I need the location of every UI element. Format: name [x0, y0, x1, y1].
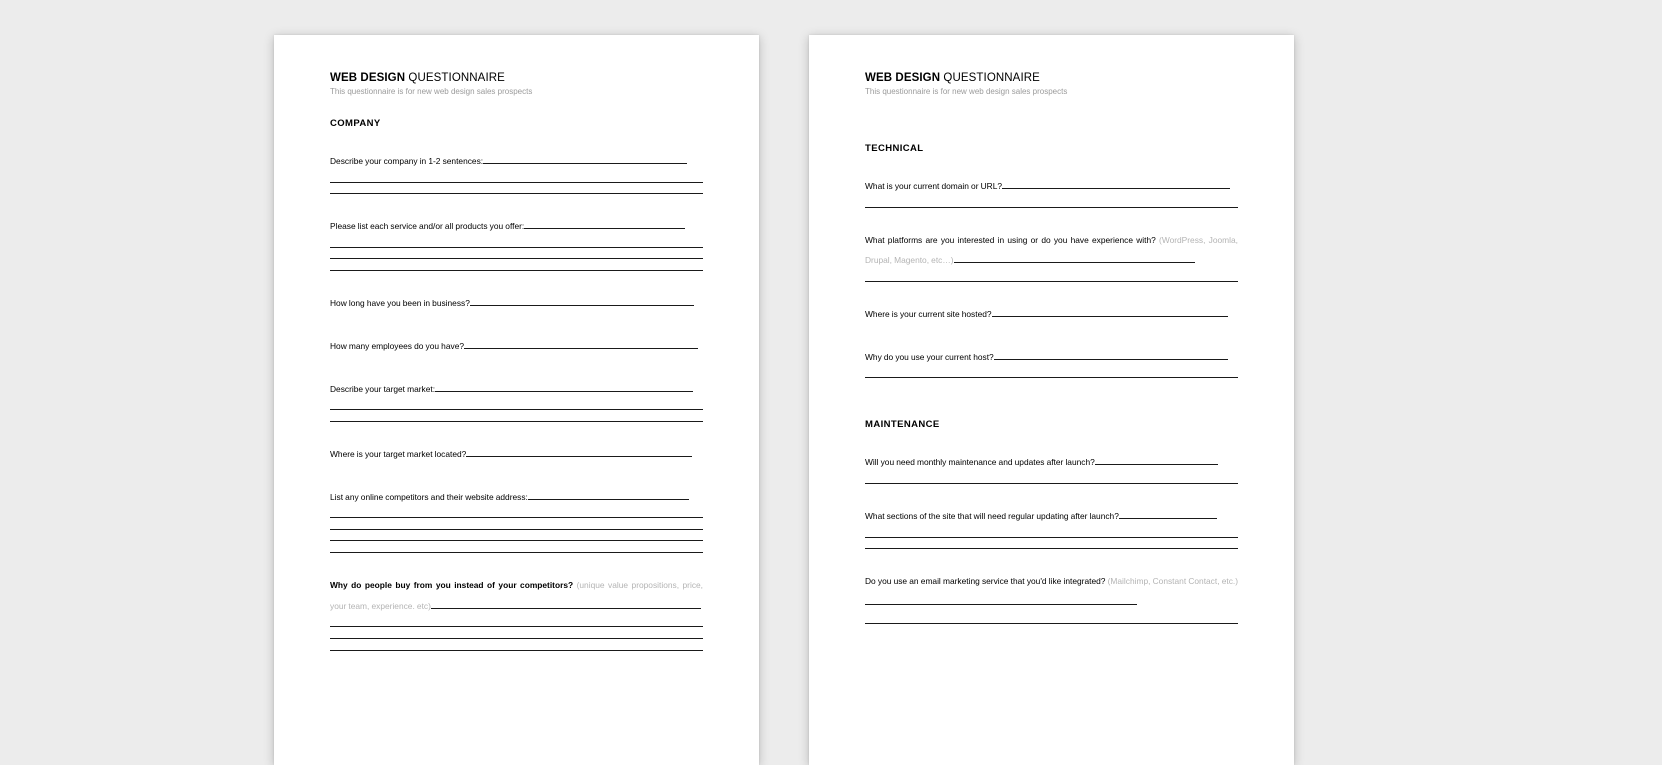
section-heading-technical: TECHNICAL — [865, 143, 924, 154]
question-block — [865, 176, 1238, 208]
page-content — [809, 35, 1294, 624]
document-header — [330, 71, 703, 97]
answer-lines — [865, 537, 1238, 550]
question-text — [330, 216, 703, 237]
question-block — [865, 304, 1238, 325]
answer-lines — [865, 207, 1238, 208]
answer-fill-line[interactable] — [992, 316, 1228, 317]
question-block — [865, 506, 1238, 549]
page-content — [274, 35, 759, 651]
question-block — [330, 444, 703, 465]
answer-fill-line[interactable] — [1002, 188, 1230, 189]
document-subtitle: This questionnaire is for new web design sales prospects — [330, 87, 533, 96]
answer-fill-line[interactable] — [464, 348, 698, 349]
question-block — [330, 487, 703, 553]
question-text — [865, 571, 1238, 613]
answer-line[interactable] — [865, 207, 1238, 208]
question-block — [865, 230, 1238, 282]
answer-line[interactable] — [330, 529, 703, 530]
answer-line[interactable] — [865, 548, 1238, 549]
answer-line[interactable] — [330, 540, 703, 541]
answer-line[interactable] — [865, 377, 1238, 378]
answer-line[interactable] — [330, 270, 703, 271]
answer-lines — [330, 409, 703, 422]
question-text — [865, 230, 1238, 272]
section-heading-maintenance: MAINTENANCE — [865, 419, 940, 431]
question-label: Describe your target market: — [330, 383, 436, 394]
answer-line[interactable] — [330, 409, 703, 410]
question-block — [865, 571, 1238, 623]
answer-fill-line[interactable] — [994, 359, 1228, 360]
section-heading-company: COMPANY — [330, 118, 381, 129]
document-title-regular: QUESTIONNAIRE — [405, 72, 505, 84]
question-text — [330, 487, 703, 508]
question-text — [330, 575, 703, 617]
answer-line[interactable] — [330, 258, 703, 259]
question-block — [330, 336, 703, 357]
answer-line[interactable] — [330, 247, 703, 248]
question-label: Why do you use your current host? — [865, 351, 994, 362]
question-text — [865, 452, 1238, 473]
question-text — [865, 304, 1238, 325]
answer-line[interactable] — [330, 626, 703, 627]
question-block — [330, 216, 703, 271]
question-text — [865, 347, 1238, 368]
answer-line[interactable] — [330, 182, 703, 183]
answer-line[interactable] — [865, 483, 1238, 484]
answer-fill-line[interactable] — [865, 604, 1137, 605]
answer-lines — [865, 623, 1238, 624]
question-block — [330, 151, 703, 194]
answer-lines — [330, 182, 703, 195]
answer-line[interactable] — [330, 421, 703, 422]
answer-line[interactable] — [330, 193, 703, 194]
question-block — [330, 293, 703, 314]
answer-lines — [865, 377, 1238, 378]
question-text — [865, 176, 1238, 197]
document-header — [865, 71, 1238, 97]
question-label: Will you need monthly maintenance and updates after launch? — [865, 457, 1095, 468]
document-page-2 — [809, 35, 1294, 765]
answer-line[interactable] — [330, 650, 703, 651]
question-text — [330, 293, 703, 314]
question-text — [330, 379, 703, 400]
document-title-bold: WEB DESIGN — [865, 72, 941, 84]
question-block — [865, 452, 1238, 484]
document-title-bold: WEB DESIGN — [330, 72, 406, 84]
question-label: What is your current domain or URL? — [865, 181, 1003, 191]
question-block — [330, 575, 703, 651]
answer-line[interactable] — [330, 638, 703, 639]
document-page-1 — [274, 35, 759, 765]
answer-fill-line[interactable] — [1119, 518, 1217, 519]
answer-fill-line[interactable] — [483, 163, 687, 164]
question-label: How many employees do you have? — [330, 340, 465, 351]
answer-line[interactable] — [865, 623, 1238, 624]
question-block — [330, 379, 703, 422]
answer-fill-line[interactable] — [466, 456, 692, 457]
question-text — [865, 506, 1238, 527]
question-hint: (Mailchimp, Constant Contact, etc.) — [1105, 576, 1238, 587]
answer-line[interactable] — [330, 552, 703, 553]
answer-line[interactable] — [865, 537, 1238, 538]
answer-line[interactable] — [330, 517, 703, 518]
answer-lines — [330, 626, 703, 650]
question-text — [330, 336, 703, 357]
answer-fill-line[interactable] — [524, 228, 685, 229]
answer-lines — [330, 517, 703, 553]
answer-lines — [865, 281, 1238, 282]
question-label: List any online competitors and their website address: — [330, 491, 528, 502]
document-subtitle: This questionnaire is for new web design sales prospects — [865, 87, 1068, 96]
document-title — [330, 71, 703, 85]
question-label: Why do people buy from you instead of your competitors? — [330, 579, 574, 590]
answer-fill-line[interactable] — [470, 305, 694, 306]
question-text — [330, 151, 703, 172]
question-label: Where is your target market located? — [330, 448, 467, 459]
question-label: Where is your current site hosted? — [865, 308, 992, 319]
answer-line[interactable] — [865, 281, 1238, 282]
question-label: How long have you been in business? — [330, 297, 470, 308]
question-hint: (WordPress, Joomla, Drupal, Magento, etc…) — [865, 234, 1238, 266]
question-label: Describe your company in 1-2 sentences: — [330, 156, 484, 166]
question-text — [330, 444, 703, 465]
answer-lines — [330, 247, 703, 271]
answer-fill-line[interactable] — [528, 499, 689, 500]
question-block — [865, 347, 1238, 379]
document-title — [865, 71, 1238, 85]
answer-fill-line[interactable] — [435, 391, 693, 392]
answer-lines — [865, 483, 1238, 484]
question-label: What sections of the site that will need regular updating after launch? — [865, 510, 1119, 521]
answer-fill-line[interactable] — [1095, 464, 1218, 465]
answer-fill-line[interactable] — [431, 608, 701, 609]
question-label: Do you use an email marketing service that you'd like integrated? — [865, 576, 1106, 587]
question-hint: (unique value propositions, price, your team, experience. etc) — [330, 579, 703, 611]
question-label: What platforms are you interested in using or do you have experience with? — [865, 234, 1156, 245]
question-label: Please list each service and/or all products you offer: — [330, 221, 525, 232]
answer-fill-line[interactable] — [954, 262, 1195, 263]
document-title-regular: QUESTIONNAIRE — [940, 72, 1040, 84]
